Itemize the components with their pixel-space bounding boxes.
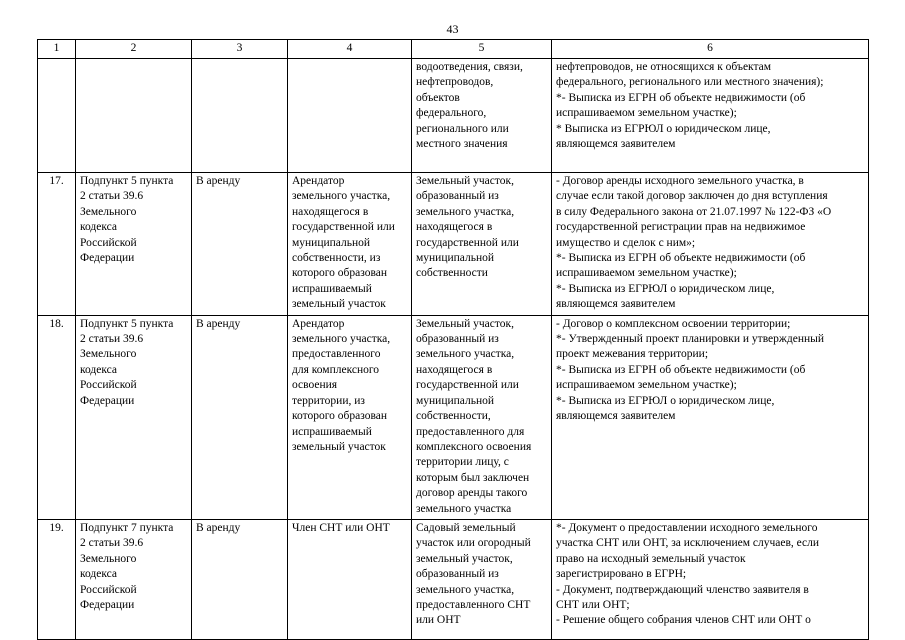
cell-line: *- Утвержденный проект планировки и утвержденный [556, 333, 825, 346]
cell-line: СНТ или ОНТ; [556, 598, 630, 611]
documents-table [37, 39, 869, 640]
cell-line: освоения [292, 379, 338, 392]
cell-line: В аренду [196, 521, 241, 534]
cell-line: - Решение общего собрания членов СНТ или ОНТ о [556, 614, 811, 627]
cell-line: собственности, [416, 410, 491, 423]
cell-line: государственной или [292, 221, 395, 234]
cell-line: В аренду [196, 317, 241, 330]
legal-basis-cell [76, 59, 192, 173]
table-row-19 [38, 519, 869, 639]
cell-line: 2 статьи 39.6 [80, 190, 144, 203]
cell-line: Подпункт 7 пункта [80, 521, 174, 534]
cell-line: являющемся заявителем [556, 138, 676, 151]
header-cell: 4 [288, 40, 412, 59]
cell-line: государственной или [416, 379, 519, 392]
cell-line: являющемся заявителем [556, 410, 676, 423]
cell-line: Арендатор [292, 175, 345, 187]
cell-line: испрашиваемом земельном участке); [556, 107, 737, 120]
cell-line: территории, из [292, 394, 365, 407]
cell-line: испрашиваемом земельном участке); [556, 379, 737, 392]
cell-line: земельный участок, [416, 552, 513, 565]
cell-line: В аренду [196, 175, 241, 187]
documents-cell [552, 173, 869, 316]
header-cell: 3 [192, 40, 288, 59]
cell-line: *- Выписка из ЕГРЮЛ о юридическом лице, [556, 394, 775, 407]
cell-line: или ОНТ [416, 614, 461, 627]
cell-line: федерального, регионального или местного значения); [556, 76, 824, 89]
cell-line: 2 статьи 39.6 [80, 537, 144, 550]
cell-line: Федерации [80, 394, 135, 407]
cell-line: *- Документ о предоставлении исходного земельного [556, 521, 818, 534]
cell-line: Член СНТ или ОНТ [292, 521, 390, 534]
cell-line: *- Выписка из ЕГРН об объекте недвижимости (об [556, 252, 806, 265]
cell-line: участка СНТ или ОНТ, за исключением случаев, если [556, 537, 820, 550]
cell-line: находящегося в [292, 205, 369, 218]
cell-line: участок или огородный [416, 537, 531, 550]
cell-line: Земельного [80, 348, 137, 361]
cell-line: Садовый земельный [416, 521, 516, 534]
cell-line: муниципальной [416, 252, 495, 265]
cell-line: местного значения [416, 138, 508, 151]
cell-line: муниципальной [416, 394, 495, 407]
right-type-cell [192, 59, 288, 173]
cell-line: объектов [416, 91, 460, 104]
applicant-cell [288, 315, 412, 519]
page-number: 43 [446, 22, 459, 36]
cell-line: предоставленного [292, 348, 381, 361]
documents-cell [552, 519, 869, 639]
legal-basis-cell [76, 315, 192, 519]
land-plot-cell [412, 519, 552, 639]
cell-line: которого образован [292, 410, 387, 423]
cell-line: федерального, [416, 107, 487, 120]
cell-line: в силу Федерального закона от 21.07.1997 № 122-ФЗ «О [556, 205, 832, 218]
cell-line: - Договор аренды исходного земельного участка, в [556, 175, 804, 187]
cell-line: которым был заключен [416, 471, 530, 484]
table-header-row [38, 40, 869, 59]
cell-line: - Договор о комплексном освоении территории; [556, 317, 791, 330]
documents-cell [552, 315, 869, 519]
cell-line: находящегося в [416, 221, 493, 234]
cell-line: проект межевания территории; [556, 348, 709, 361]
cell-line: Подпункт 5 пункта [80, 175, 174, 187]
cell-line: *- Выписка из ЕГРН об объекте недвижимости (об [556, 363, 806, 376]
cell-line: Подпункт 5 пункта [80, 317, 174, 330]
land-plot-cell [412, 173, 552, 316]
cell-line: Земельный участок, [416, 175, 514, 187]
applicant-cell [288, 59, 412, 173]
cell-line: муниципальной [292, 236, 371, 249]
cell-line: регионального или [416, 122, 509, 135]
cell-line: испрашиваемый [292, 425, 372, 438]
cell-line: имущество и сделок с ним»; [556, 236, 696, 249]
cell-line: 2 статьи 39.6 [80, 333, 144, 346]
cell-line: земельный участок [292, 440, 386, 453]
cell-line: образованный из [416, 190, 499, 203]
cell-line: Федерации [80, 252, 135, 265]
legal-basis-cell [76, 519, 192, 639]
cell-line: земельного участка, [416, 205, 515, 218]
cell-line: Российской [80, 379, 137, 392]
land-plot-cell [412, 59, 552, 173]
cell-line: предоставленного СНТ [416, 598, 531, 611]
header-cell: 6 [552, 40, 869, 59]
cell-line: * Выписка из ЕГРЮЛ о юридическом лице, [556, 122, 771, 135]
cell-line: земельного участка, [292, 190, 391, 203]
cell-line: испрашиваемом земельном участке); [556, 267, 737, 280]
cell-line: Российской [80, 583, 137, 596]
cell-line: Федерации [80, 598, 135, 611]
cell-line: Российской [80, 236, 137, 249]
cell-line: земельный участок [292, 298, 386, 311]
cell-line: зарегистрировано в ЕГРН; [556, 568, 687, 581]
cell-line: образованный из [416, 568, 499, 581]
cell-line: предоставленного для [416, 425, 525, 438]
cell-line: являющемся заявителем [556, 298, 676, 311]
right-type-cell [192, 519, 288, 639]
row-number-cell [38, 59, 76, 173]
cell-line: Земельный участок, [416, 317, 514, 330]
cell-line: образованный из [416, 333, 499, 346]
cell-line: государственной или [416, 236, 519, 249]
cell-line: - Документ, подтверждающий членство заявителя в [556, 583, 809, 596]
cell-line: земельного участка, [416, 583, 515, 596]
row-number-cell: 18. [38, 315, 76, 519]
cell-line: нефтепроводов, [416, 76, 494, 89]
cell-line: нефтепроводов, не относящихся к объектам [556, 61, 772, 73]
right-type-cell [192, 315, 288, 519]
cell-line: земельного участка, [292, 333, 391, 346]
documents-cell [552, 59, 869, 173]
cell-line: кодекса [80, 568, 118, 581]
header-cell: 5 [412, 40, 552, 59]
table-row-17 [38, 173, 869, 316]
cell-line: собственности [416, 267, 488, 280]
cell-line: кодекса [80, 221, 118, 234]
legal-basis-cell [76, 173, 192, 316]
cell-line: случае если такой договор заключен до дня вступления [556, 190, 828, 203]
right-type-cell [192, 173, 288, 316]
cell-line: *- Выписка из ЕГРН об объекте недвижимости (об [556, 91, 806, 104]
cell-line: для комплексного [292, 363, 380, 376]
cell-line: собственности, из [292, 252, 381, 265]
cell-line: *- Выписка из ЕГРЮЛ о юридическом лице, [556, 282, 775, 295]
table-row-18 [38, 315, 869, 519]
land-plot-cell [412, 315, 552, 519]
cell-line: Земельного [80, 205, 137, 218]
cell-line: Арендатор [292, 317, 345, 330]
applicant-cell [288, 519, 412, 639]
table-row-continuation [38, 59, 869, 173]
cell-line: кодекса [80, 363, 118, 376]
row-number-cell: 19. [38, 519, 76, 639]
cell-line: Земельного [80, 552, 137, 565]
applicant-cell [288, 173, 412, 316]
header-cell: 1 [38, 40, 76, 59]
cell-line: испрашиваемый [292, 282, 372, 295]
cell-line: земельного участка [416, 502, 512, 515]
cell-line: земельного участка, [416, 348, 515, 361]
cell-line: которого образован [292, 267, 387, 280]
cell-line: право на исходный земельный участок [556, 552, 746, 565]
cell-line: территории лицу, с [416, 456, 509, 469]
row-number-cell: 17. [38, 173, 76, 316]
cell-line: находящегося в [416, 363, 493, 376]
cell-line: государственной регистрации прав на недвижимое [556, 221, 806, 234]
cell-line: комплексного освоения [416, 440, 532, 453]
cell-line: договор аренды такого [416, 487, 528, 500]
cell-line: водоотведения, связи, [416, 61, 523, 73]
header-cell: 2 [76, 40, 192, 59]
